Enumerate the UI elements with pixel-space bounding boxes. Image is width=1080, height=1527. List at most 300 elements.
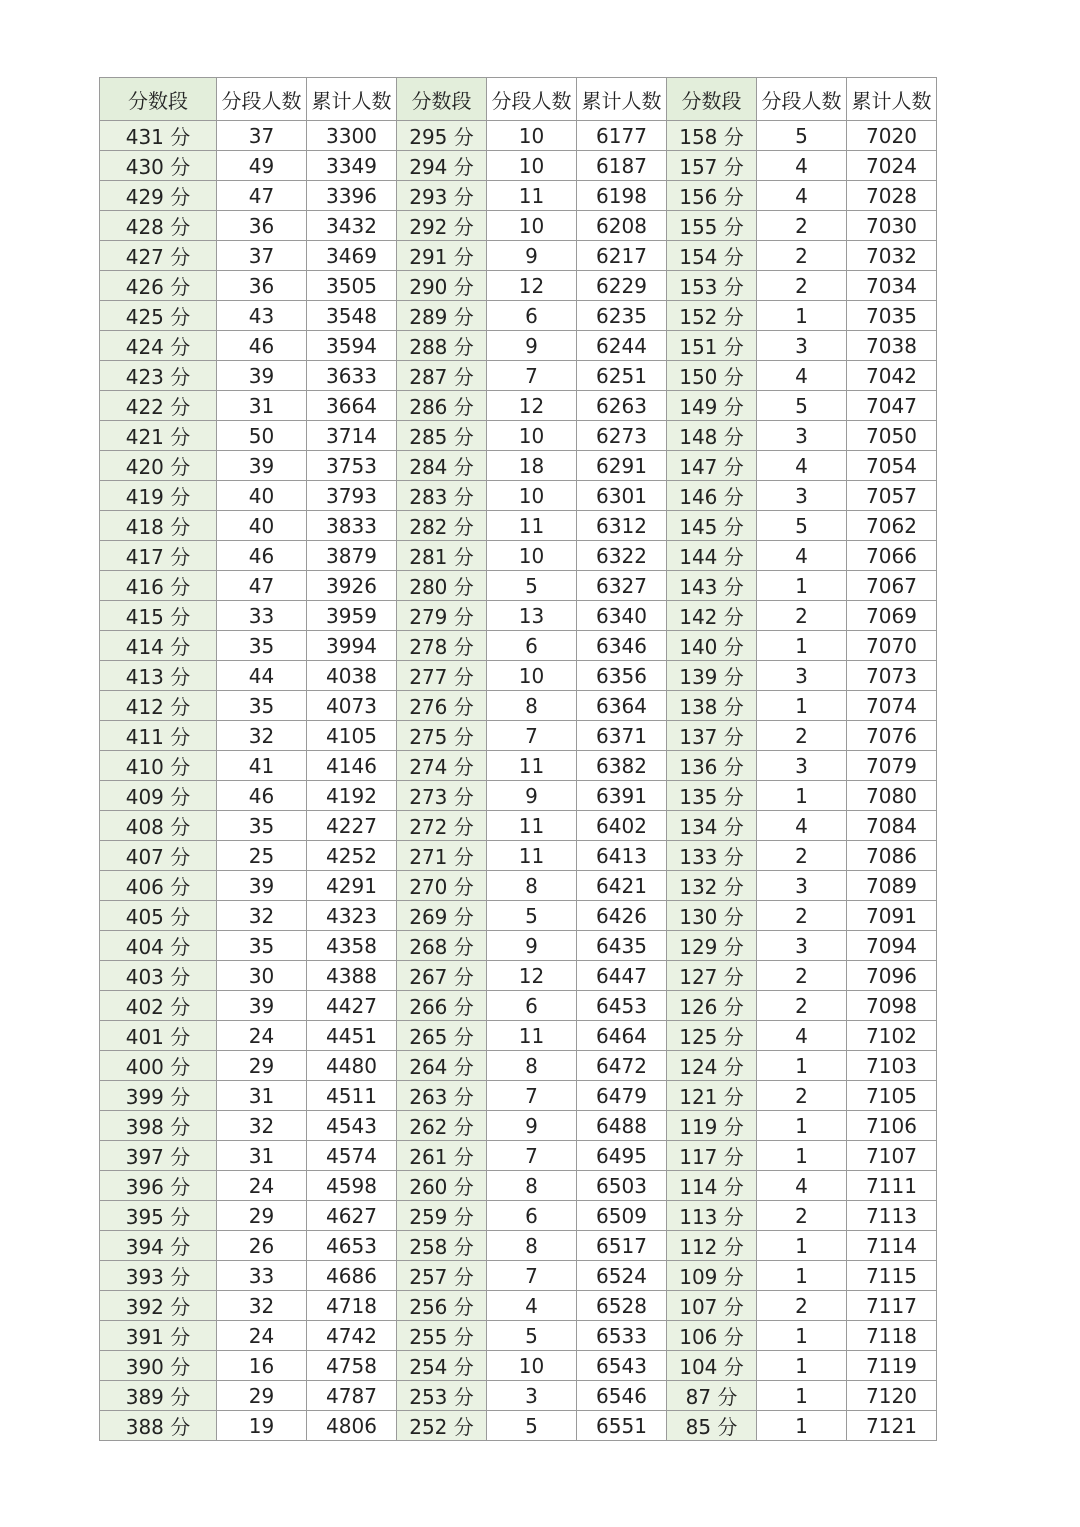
segment-count-cell: 8: [487, 1171, 577, 1201]
segment-count-cell: 4: [757, 541, 847, 571]
score-segment-cell: 429 分: [100, 181, 217, 211]
score-segment-cell: 407 分: [100, 841, 217, 871]
cumulative-count-cell: 7118: [847, 1321, 937, 1351]
score-segment-cell: 401 分: [100, 1021, 217, 1051]
score-segment-cell: 263 分: [397, 1081, 487, 1111]
cumulative-count-cell: 4388: [307, 961, 397, 991]
score-segment-cell: 420 分: [100, 451, 217, 481]
table-row: [100, 1201, 937, 1231]
segment-count-cell: 36: [217, 211, 307, 241]
score-segment-cell: 119 分: [667, 1111, 757, 1141]
table-row: [100, 1021, 937, 1051]
cumulative-count-cell: 3753: [307, 451, 397, 481]
score-segment-cell: 426 分: [100, 271, 217, 301]
cumulative-count-cell: 3548: [307, 301, 397, 331]
segment-count-cell: 32: [217, 721, 307, 751]
score-segment-cell: 279 分: [397, 601, 487, 631]
segment-count-cell: 26: [217, 1231, 307, 1261]
score-segment-cell: 410 分: [100, 751, 217, 781]
cumulative-count-cell: 6340: [577, 601, 667, 631]
segment-count-cell: 40: [217, 481, 307, 511]
cumulative-count-cell: 7094: [847, 931, 937, 961]
segment-count-cell: 3: [757, 931, 847, 961]
score-segment-cell: 151 分: [667, 331, 757, 361]
segment-count-cell: 33: [217, 601, 307, 631]
cumulative-count-cell: 4574: [307, 1141, 397, 1171]
segment-count-cell: 31: [217, 1081, 307, 1111]
cumulative-count-cell: 7032: [847, 241, 937, 271]
table-row: [100, 1291, 937, 1321]
cumulative-count-cell: 6495: [577, 1141, 667, 1171]
cumulative-count-cell: 6217: [577, 241, 667, 271]
cumulative-count-cell: 7114: [847, 1231, 937, 1261]
cumulative-count-cell: 3959: [307, 601, 397, 631]
score-segment-cell: 269 分: [397, 901, 487, 931]
segment-count-cell: 3: [757, 331, 847, 361]
score-segment-cell: 152 分: [667, 301, 757, 331]
segment-count-cell: 2: [757, 841, 847, 871]
cumulative-count-cell: 7034: [847, 271, 937, 301]
table-row: [100, 1111, 937, 1141]
segment-count-cell: 3: [757, 421, 847, 451]
score-segment-cell: 397 分: [100, 1141, 217, 1171]
segment-count-cell: 3: [757, 871, 847, 901]
score-segment-cell: 396 分: [100, 1171, 217, 1201]
score-segment-cell: 253 分: [397, 1381, 487, 1411]
column-header: 分数段: [100, 78, 217, 121]
segment-count-cell: 2: [757, 1081, 847, 1111]
segment-count-cell: 31: [217, 1141, 307, 1171]
cumulative-count-cell: 3594: [307, 331, 397, 361]
segment-count-cell: 7: [487, 721, 577, 751]
segment-count-cell: 47: [217, 181, 307, 211]
cumulative-count-cell: 7024: [847, 151, 937, 181]
table-row: [100, 1321, 937, 1351]
segment-count-cell: 41: [217, 751, 307, 781]
score-segment-cell: 264 分: [397, 1051, 487, 1081]
segment-count-cell: 4: [757, 811, 847, 841]
cumulative-count-cell: 6402: [577, 811, 667, 841]
score-segment-cell: 400 分: [100, 1051, 217, 1081]
segment-count-cell: 4: [487, 1291, 577, 1321]
cumulative-count-cell: 4192: [307, 781, 397, 811]
segment-count-cell: 5: [757, 511, 847, 541]
score-segment-cell: 134 分: [667, 811, 757, 841]
score-segment-cell: 124 分: [667, 1051, 757, 1081]
table-row: [100, 931, 937, 961]
cumulative-count-cell: 6533: [577, 1321, 667, 1351]
cumulative-count-cell: 7084: [847, 811, 937, 841]
table-row: [100, 1051, 937, 1081]
segment-count-cell: 8: [487, 1231, 577, 1261]
cumulative-count-cell: 7054: [847, 451, 937, 481]
cumulative-count-cell: 6244: [577, 331, 667, 361]
cumulative-count-cell: 6356: [577, 661, 667, 691]
header-row: [100, 78, 937, 121]
score-segment-cell: 143 分: [667, 571, 757, 601]
cumulative-count-cell: 4653: [307, 1231, 397, 1261]
table-row: [100, 451, 937, 481]
segment-count-cell: 16: [217, 1351, 307, 1381]
cumulative-count-cell: 3396: [307, 181, 397, 211]
cumulative-count-cell: 7121: [847, 1411, 937, 1441]
score-segment-cell: 424 分: [100, 331, 217, 361]
score-segment-cell: 431 分: [100, 121, 217, 151]
cumulative-count-cell: 7103: [847, 1051, 937, 1081]
segment-count-cell: 7: [487, 1141, 577, 1171]
score-segment-cell: 257 分: [397, 1261, 487, 1291]
segment-count-cell: 12: [487, 271, 577, 301]
score-segment-cell: 126 分: [667, 991, 757, 1021]
segment-count-cell: 43: [217, 301, 307, 331]
cumulative-count-cell: 7115: [847, 1261, 937, 1291]
column-header: 累计人数: [307, 78, 397, 121]
score-segment-cell: 409 分: [100, 781, 217, 811]
score-segment-cell: 150 分: [667, 361, 757, 391]
segment-count-cell: 10: [487, 211, 577, 241]
score-segment-cell: 106 分: [667, 1321, 757, 1351]
score-segment-cell: 291 分: [397, 241, 487, 271]
score-segment-cell: 413 分: [100, 661, 217, 691]
score-segment-cell: 138 分: [667, 691, 757, 721]
cumulative-count-cell: 6528: [577, 1291, 667, 1321]
cumulative-count-cell: 7086: [847, 841, 937, 871]
column-header: 分段人数: [487, 78, 577, 121]
score-segment-cell: 295 分: [397, 121, 487, 151]
cumulative-count-cell: 7070: [847, 631, 937, 661]
score-segment-cell: 287 分: [397, 361, 487, 391]
cumulative-count-cell: 7057: [847, 481, 937, 511]
table-row: [100, 241, 937, 271]
segment-count-cell: 1: [757, 571, 847, 601]
cumulative-count-cell: 7069: [847, 601, 937, 631]
segment-count-cell: 6: [487, 631, 577, 661]
segment-count-cell: 35: [217, 811, 307, 841]
table-row: [100, 991, 937, 1021]
segment-count-cell: 11: [487, 511, 577, 541]
score-segment-cell: 133 分: [667, 841, 757, 871]
segment-count-cell: 5: [487, 1411, 577, 1441]
segment-count-cell: 8: [487, 871, 577, 901]
score-segment-cell: 423 分: [100, 361, 217, 391]
segment-count-cell: 2: [757, 1291, 847, 1321]
cumulative-count-cell: 3833: [307, 511, 397, 541]
cumulative-count-cell: 7067: [847, 571, 937, 601]
segment-count-cell: 9: [487, 781, 577, 811]
table-row: [100, 1411, 937, 1441]
segment-count-cell: 40: [217, 511, 307, 541]
cumulative-count-cell: 6447: [577, 961, 667, 991]
segment-count-cell: 5: [487, 901, 577, 931]
cumulative-count-cell: 7030: [847, 211, 937, 241]
cumulative-count-cell: 6517: [577, 1231, 667, 1261]
cumulative-count-cell: 6503: [577, 1171, 667, 1201]
segment-count-cell: 3: [757, 751, 847, 781]
cumulative-count-cell: 6177: [577, 121, 667, 151]
score-segment-cell: 286 分: [397, 391, 487, 421]
table-row: [100, 1231, 937, 1261]
segment-count-cell: 11: [487, 811, 577, 841]
score-segment-cell: 142 分: [667, 601, 757, 631]
score-segment-cell: 267 分: [397, 961, 487, 991]
segment-count-cell: 29: [217, 1381, 307, 1411]
cumulative-count-cell: 7096: [847, 961, 937, 991]
cumulative-count-cell: 6391: [577, 781, 667, 811]
cumulative-count-cell: 4038: [307, 661, 397, 691]
segment-count-cell: 4: [757, 151, 847, 181]
cumulative-count-cell: 6546: [577, 1381, 667, 1411]
table-row: [100, 1351, 937, 1381]
score-segment-cell: 271 分: [397, 841, 487, 871]
table-row: [100, 601, 937, 631]
score-segment-cell: 284 分: [397, 451, 487, 481]
segment-count-cell: 10: [487, 421, 577, 451]
column-header: 分段人数: [217, 78, 307, 121]
cumulative-count-cell: 6235: [577, 301, 667, 331]
cumulative-count-cell: 7111: [847, 1171, 937, 1201]
table-row: [100, 541, 937, 571]
cumulative-count-cell: 6251: [577, 361, 667, 391]
segment-count-cell: 29: [217, 1051, 307, 1081]
cumulative-count-cell: 4787: [307, 1381, 397, 1411]
cumulative-count-cell: 7047: [847, 391, 937, 421]
score-segment-cell: 272 分: [397, 811, 487, 841]
segment-count-cell: 6: [487, 991, 577, 1021]
score-segment-cell: 262 分: [397, 1111, 487, 1141]
segment-count-cell: 37: [217, 241, 307, 271]
table-row: [100, 631, 937, 661]
score-segment-cell: 403 分: [100, 961, 217, 991]
segment-count-cell: 39: [217, 991, 307, 1021]
segment-count-cell: 9: [487, 931, 577, 961]
score-segment-cell: 275 分: [397, 721, 487, 751]
table-row: [100, 181, 937, 211]
cumulative-count-cell: 3505: [307, 271, 397, 301]
segment-count-cell: 2: [757, 961, 847, 991]
score-segment-cell: 428 分: [100, 211, 217, 241]
segment-count-cell: 33: [217, 1261, 307, 1291]
cumulative-count-cell: 6291: [577, 451, 667, 481]
segment-count-cell: 9: [487, 1111, 577, 1141]
segment-count-cell: 2: [757, 1201, 847, 1231]
score-segment-cell: 404 分: [100, 931, 217, 961]
table-row: [100, 691, 937, 721]
segment-count-cell: 49: [217, 151, 307, 181]
score-segment-cell: 268 分: [397, 931, 487, 961]
score-segment-cell: 412 分: [100, 691, 217, 721]
cumulative-count-cell: 6208: [577, 211, 667, 241]
cumulative-count-cell: 4511: [307, 1081, 397, 1111]
cumulative-count-cell: 7105: [847, 1081, 937, 1111]
score-segment-cell: 146 分: [667, 481, 757, 511]
cumulative-count-cell: 6187: [577, 151, 667, 181]
table-row: [100, 751, 937, 781]
segment-count-cell: 10: [487, 1351, 577, 1381]
column-header: 累计人数: [847, 78, 937, 121]
segment-count-cell: 7: [487, 361, 577, 391]
table-row: [100, 571, 937, 601]
cumulative-count-cell: 4686: [307, 1261, 397, 1291]
segment-count-cell: 2: [757, 211, 847, 241]
table-row: [100, 361, 937, 391]
segment-count-cell: 9: [487, 331, 577, 361]
score-segment-cell: 132 分: [667, 871, 757, 901]
segment-count-cell: 30: [217, 961, 307, 991]
table-row: [100, 331, 937, 361]
score-segment-cell: 427 分: [100, 241, 217, 271]
segment-count-cell: 5: [487, 571, 577, 601]
cumulative-count-cell: 4742: [307, 1321, 397, 1351]
column-header: 分数段: [397, 78, 487, 121]
segment-count-cell: 12: [487, 391, 577, 421]
segment-count-cell: 24: [217, 1171, 307, 1201]
segment-count-cell: 1: [757, 781, 847, 811]
cumulative-count-cell: 7038: [847, 331, 937, 361]
segment-count-cell: 50: [217, 421, 307, 451]
segment-count-cell: 1: [757, 1111, 847, 1141]
cumulative-count-cell: 7066: [847, 541, 937, 571]
table-row: [100, 481, 937, 511]
cumulative-count-cell: 6364: [577, 691, 667, 721]
score-segment-cell: 288 分: [397, 331, 487, 361]
table-row: [100, 871, 937, 901]
score-segment-cell: 156 分: [667, 181, 757, 211]
cumulative-count-cell: 7113: [847, 1201, 937, 1231]
segment-count-cell: 5: [757, 121, 847, 151]
segment-count-cell: 32: [217, 1111, 307, 1141]
table-row: [100, 511, 937, 541]
cumulative-count-cell: 7102: [847, 1021, 937, 1051]
table-row: [100, 391, 937, 421]
score-segment-cell: 149 分: [667, 391, 757, 421]
cumulative-count-cell: 4806: [307, 1411, 397, 1441]
cumulative-count-cell: 7073: [847, 661, 937, 691]
score-segment-cell: 107 分: [667, 1291, 757, 1321]
score-segment-cell: 395 分: [100, 1201, 217, 1231]
table-row: [100, 151, 937, 181]
score-segment-cell: 388 分: [100, 1411, 217, 1441]
score-segment-cell: 278 分: [397, 631, 487, 661]
score-segment-cell: 402 分: [100, 991, 217, 1021]
score-segment-cell: 270 分: [397, 871, 487, 901]
cumulative-count-cell: 6229: [577, 271, 667, 301]
score-segment-cell: 282 分: [397, 511, 487, 541]
segment-count-cell: 11: [487, 751, 577, 781]
score-segment-cell: 277 分: [397, 661, 487, 691]
score-segment-cell: 389 分: [100, 1381, 217, 1411]
segment-count-cell: 7: [487, 1081, 577, 1111]
score-segment-cell: 137 分: [667, 721, 757, 751]
cumulative-count-cell: 6435: [577, 931, 667, 961]
score-segment-cell: 259 分: [397, 1201, 487, 1231]
score-segment-cell: 415 分: [100, 601, 217, 631]
table-row: [100, 271, 937, 301]
segment-count-cell: 8: [487, 691, 577, 721]
score-segment-cell: 290 分: [397, 271, 487, 301]
score-segment-cell: 147 分: [667, 451, 757, 481]
cumulative-count-cell: 6421: [577, 871, 667, 901]
score-segment-cell: 258 分: [397, 1231, 487, 1261]
segment-count-cell: 31: [217, 391, 307, 421]
score-segment-cell: 254 分: [397, 1351, 487, 1381]
segment-count-cell: 25: [217, 841, 307, 871]
segment-count-cell: 11: [487, 841, 577, 871]
score-segment-cell: 392 分: [100, 1291, 217, 1321]
table-row: [100, 811, 937, 841]
segment-count-cell: 2: [757, 241, 847, 271]
cumulative-count-cell: 3664: [307, 391, 397, 421]
cumulative-count-cell: 6426: [577, 901, 667, 931]
cumulative-count-cell: 6488: [577, 1111, 667, 1141]
score-segment-cell: 125 分: [667, 1021, 757, 1051]
segment-count-cell: 24: [217, 1021, 307, 1051]
segment-count-cell: 2: [757, 991, 847, 1021]
cumulative-count-cell: 3793: [307, 481, 397, 511]
score-segment-cell: 129 分: [667, 931, 757, 961]
segment-count-cell: 10: [487, 481, 577, 511]
segment-count-cell: 39: [217, 451, 307, 481]
score-segment-cell: 285 分: [397, 421, 487, 451]
table-row: [100, 781, 937, 811]
segment-count-cell: 44: [217, 661, 307, 691]
segment-count-cell: 4: [757, 181, 847, 211]
cumulative-count-cell: 6301: [577, 481, 667, 511]
table-row: [100, 721, 937, 751]
cumulative-count-cell: 4291: [307, 871, 397, 901]
score-segment-cell: 274 分: [397, 751, 487, 781]
score-segment-cell: 158 分: [667, 121, 757, 151]
score-segment-cell: 109 分: [667, 1261, 757, 1291]
table-row: [100, 421, 937, 451]
score-segment-cell: 393 分: [100, 1261, 217, 1291]
cumulative-count-cell: 3300: [307, 121, 397, 151]
score-segment-cell: 256 分: [397, 1291, 487, 1321]
cumulative-count-cell: 6273: [577, 421, 667, 451]
table-row: [100, 1261, 937, 1291]
cumulative-count-cell: 4451: [307, 1021, 397, 1051]
score-segment-cell: 283 分: [397, 481, 487, 511]
score-segment-cell: 394 分: [100, 1231, 217, 1261]
cumulative-count-cell: 7119: [847, 1351, 937, 1381]
cumulative-count-cell: 6322: [577, 541, 667, 571]
cumulative-count-cell: 7089: [847, 871, 937, 901]
segment-count-cell: 11: [487, 181, 577, 211]
score-segment-cell: 130 分: [667, 901, 757, 931]
segment-count-cell: 1: [757, 301, 847, 331]
cumulative-count-cell: 4543: [307, 1111, 397, 1141]
score-segment-cell: 273 分: [397, 781, 487, 811]
segment-count-cell: 46: [217, 781, 307, 811]
score-segment-cell: 418 分: [100, 511, 217, 541]
segment-count-cell: 4: [757, 1021, 847, 1051]
segment-count-cell: 1: [757, 1141, 847, 1171]
score-segment-cell: 405 分: [100, 901, 217, 931]
segment-count-cell: 18: [487, 451, 577, 481]
cumulative-count-cell: 3469: [307, 241, 397, 271]
segment-count-cell: 8: [487, 1051, 577, 1081]
segment-count-cell: 35: [217, 631, 307, 661]
score-segment-cell: 281 分: [397, 541, 487, 571]
segment-count-cell: 24: [217, 1321, 307, 1351]
cumulative-count-cell: 6543: [577, 1351, 667, 1381]
segment-count-cell: 6: [487, 301, 577, 331]
table-row: [100, 1081, 937, 1111]
score-segment-cell: 112 分: [667, 1231, 757, 1261]
cumulative-count-cell: 3432: [307, 211, 397, 241]
table-body: [100, 121, 937, 1441]
segment-count-cell: 1: [757, 631, 847, 661]
cumulative-count-cell: 7020: [847, 121, 937, 151]
